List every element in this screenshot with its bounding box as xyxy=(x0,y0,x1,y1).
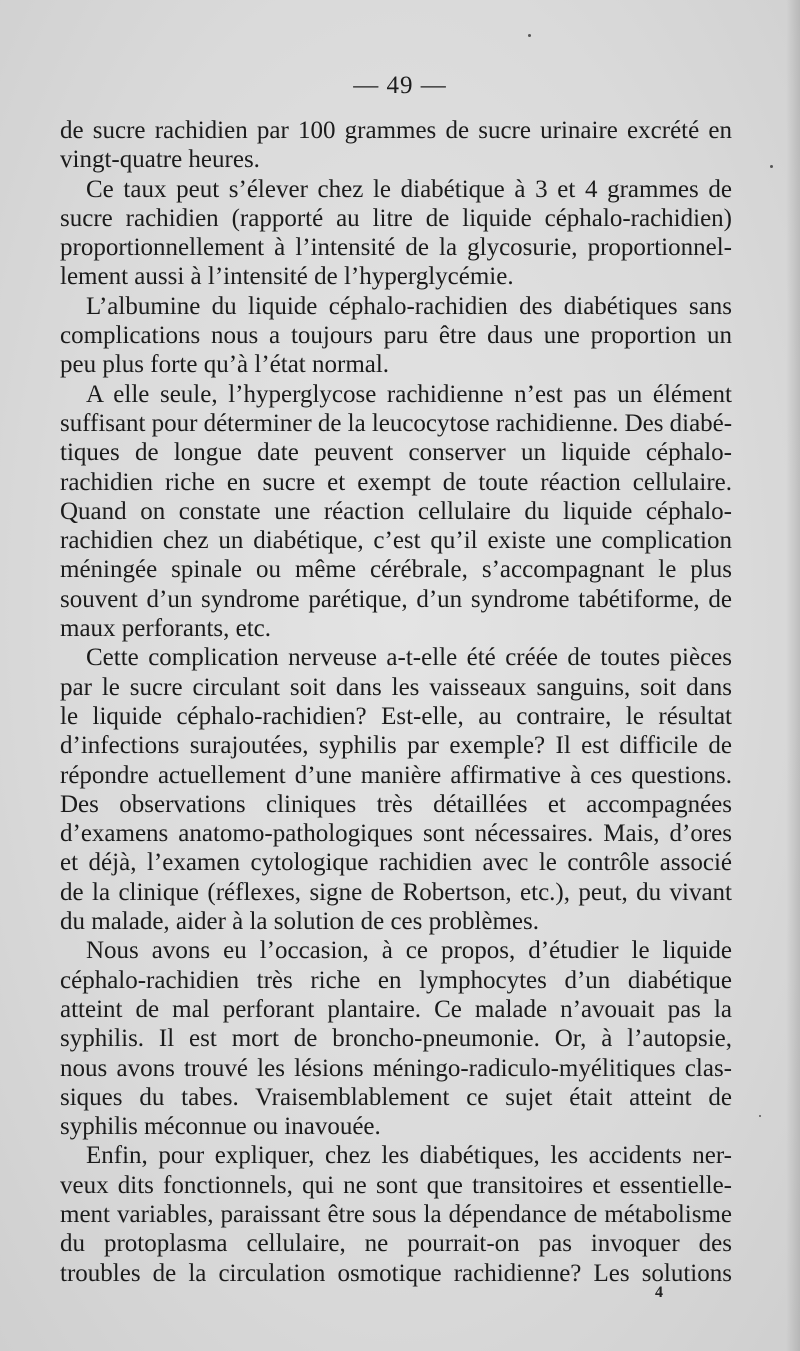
text-line: Cette complication nerveuse a-t-elle été créée de toutes pièces xyxy=(86,644,732,672)
body-text xyxy=(60,116,732,1288)
paper-speck xyxy=(528,34,531,37)
text-line: rachidien chez un diabétique, c’est qu’il existe une complication xyxy=(60,527,732,555)
text-line: répondre actuellement d’une manière affirmative à ces questions. xyxy=(60,761,732,789)
text-line: maux perforants, etc. xyxy=(60,615,272,643)
text-line: syphilis. Il est mort de broncho-pneumonie. Or, à l’autopsie, xyxy=(60,1025,732,1053)
text-line: syphilis méconnue ou inavouée. xyxy=(60,1113,381,1141)
text-line: le liquide céphalo-rachidien? Est-elle, au contraire, le résultat xyxy=(60,702,732,730)
text-line: sucre rachidien (rapporté au litre de liquide céphalo-rachidien) xyxy=(60,204,732,232)
text-line: méningée spinale ou même cérébrale, s’accompagnant le plus xyxy=(60,556,732,584)
text-line: de la clinique (réflexes, signe de Robertson, etc.), peut, du vivant xyxy=(60,878,732,906)
text-line: ment variables, paraissant être sous la dépendance de métabolisme xyxy=(60,1200,732,1228)
text-line: céphalo-rachidien très riche en lymphocytes d’un diabétique xyxy=(60,966,732,994)
text-line: souvent d’un syndrome parétique, d’un syndrome tabétiforme, de xyxy=(60,585,732,613)
text-line: lement aussi à l’intensité de l’hyperglycémie. xyxy=(60,263,514,291)
text-line: atteint de mal perforant plantaire. Ce malade n’avouait pas la xyxy=(60,995,732,1023)
text-line: Nous avons eu l’occasion, à ce propos, d’étudier le liquide xyxy=(86,937,732,965)
text-line: Des observations cliniques très détaillées et accompagnées xyxy=(60,790,732,818)
text-line: de sucre rachidien par 100 grammes de sucre urinaire excrété en xyxy=(60,117,732,144)
text-line: complications nous a toujours paru être daus une proportion un xyxy=(60,322,732,350)
text-line: A elle seule, l’hyperglycose rachidienne n’est pas un élément xyxy=(86,380,732,408)
text-line: d’infections surajoutées, syphilis par exemple? Il est difficile de xyxy=(60,732,732,760)
text-line: d’examens anatomo-pathologiques sont nécessaires. Mais, d’ores xyxy=(60,820,732,848)
text-line: veux dits fonctionnels, qui ne sont que transitoires et essentielle- xyxy=(60,1171,732,1199)
page-number: — 49 — xyxy=(353,72,447,99)
text-line: proportionnellement à l’intensité de la glycosurie, proportionnel- xyxy=(60,234,732,262)
text-line: peu plus forte qu’à l’état normal. xyxy=(60,351,390,379)
paper-speck xyxy=(770,165,773,168)
text-line: siques du tabes. Vraisemblablement ce sujet était atteint de xyxy=(60,1083,732,1111)
paper-speck xyxy=(759,1115,761,1117)
text-line: L’albumine du liquide céphalo-rachidien des diabétiques sans xyxy=(86,292,732,320)
page-edge-shadow xyxy=(786,0,800,1351)
text-line: Quand on constate une réaction cellulaire du liquide céphalo- xyxy=(60,497,732,525)
text-line: Ce taux peut s’élever chez le diabétique à 3 et 4 grammes de xyxy=(86,175,732,203)
text-line: rachidien riche en sucre et exempt de toute réaction cellulaire. xyxy=(60,468,732,496)
text-line: nous avons trouvé les lésions méningo-radiculo-myélitiques clas- xyxy=(60,1054,732,1082)
text-line: et déjà, l’examen cytologique rachidien avec le contrôle associé xyxy=(60,849,732,877)
text-line: du malade, aider à la solution de ces problèmes. xyxy=(60,908,540,936)
text-line: Enfin, pour expliquer, chez les diabétiques, les accidents ner- xyxy=(86,1142,732,1170)
text-line: du protoplasma cellulaire, ne pourrait-on pas invoquer des xyxy=(60,1230,732,1258)
text-line: vingt-quatre heures. xyxy=(60,146,260,174)
text-line: tiques de longue date peuvent conserver un liquide céphalo- xyxy=(60,439,732,467)
text-line: suffisant pour déterminer de la leucocytose rachidienne. Des diabé- xyxy=(60,409,732,437)
text-line: troubles de la circulation osmotique rachidienne? Les solutions xyxy=(60,1259,732,1287)
text-line: par le sucre circulant soit dans les vaisseaux sanguins, soit dans xyxy=(60,673,732,701)
signature-mark: 4 xyxy=(655,1284,663,1301)
